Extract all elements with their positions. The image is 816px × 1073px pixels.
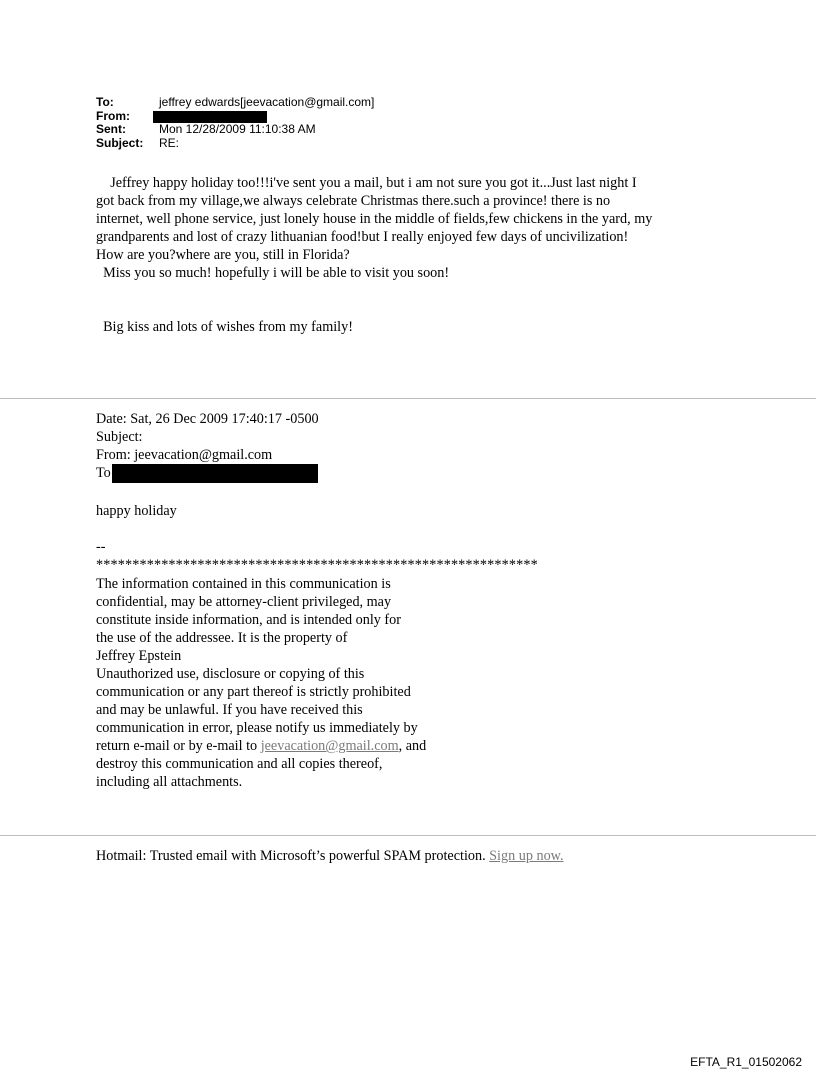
message-closing: Big kiss and lots of wishes from my family! [96, 319, 353, 335]
disclaimer-line: Jeffrey Epstein [96, 648, 182, 664]
to-row [96, 96, 374, 110]
email-link[interactable]: jeevacation@gmail.com [260, 738, 399, 754]
sign-up-link[interactable]: Sign up now. [489, 848, 564, 864]
quoted-date: Date: Sat, 26 Dec 2009 17:40:17 -0500 [96, 411, 319, 427]
from-row [96, 110, 374, 124]
stars-line: ************************************************************* [96, 557, 538, 573]
return-prefix: return e-mail or by e-mail to [96, 738, 261, 754]
hotmail-banner [96, 847, 564, 865]
disclaimer-line: The information contained in this communication is [96, 576, 391, 592]
divider [0, 398, 816, 399]
message-line: internet, well phone service, just lonely house in the middle of fields,few chickens in the yard, my [96, 211, 653, 227]
message-line: Jeffrey happy holiday too!!!i've sent you a mail, but i am not sure you got it...Just last night I [96, 175, 637, 191]
subject-value: RE: [159, 135, 180, 150]
quoted-subject: Subject: [96, 429, 143, 445]
quoted-header [96, 410, 319, 483]
disclaimer-line: destroy this communication and all copies thereof, [96, 756, 383, 772]
quoted-to-label: To [96, 465, 111, 481]
message-line: Miss you so much! hopefully i will be able to visit you soon! [96, 265, 450, 281]
from-label: From: [96, 108, 130, 123]
disclaimer [96, 575, 516, 791]
subject-row [96, 137, 374, 151]
email-header [96, 96, 374, 150]
sig-dashes: -- [96, 539, 106, 555]
subject-label: Subject: [96, 135, 144, 150]
signature-separator [96, 538, 538, 574]
return-suffix: , and [398, 738, 427, 754]
to-label: To: [96, 95, 114, 109]
disclaimer-line: confidential, may be attorney-client privileged, may [96, 594, 392, 610]
message-line: grandparents and lost of crazy lithuanian food!but I really enjoyed few days of uncivilization! [96, 229, 629, 245]
message-body [96, 174, 736, 336]
disclaimer-line: communication or any part thereof is strictly prohibited [96, 684, 411, 700]
message-line: got back from my village,we always celebrate Christmas there.such a province! there is no [96, 193, 611, 209]
to-value: jeffrey edwards[jeevacation@gmail.com] [159, 95, 375, 109]
divider [0, 835, 816, 836]
sent-label: Sent: [96, 122, 126, 136]
document-id: EFTA_R1_01502062 [690, 1055, 802, 1069]
disclaimer-line: communication in error, please notify us immediately by [96, 720, 418, 736]
redaction-bar [153, 111, 267, 123]
quoted-greeting: happy holiday [96, 503, 177, 519]
sent-row [96, 123, 374, 137]
quoted-from: From: jeevacation@gmail.com [96, 447, 273, 463]
message-line: How are you?where are you, still in Florida? [96, 247, 350, 263]
disclaimer-line: and may be unlawful. If you have received this [96, 702, 363, 718]
quoted-to-row [96, 464, 319, 483]
redaction-bar [112, 464, 318, 483]
disclaimer-return-line [96, 737, 516, 755]
disclaimer-line: the use of the addressee. It is the property of [96, 630, 348, 646]
sent-value: Mon 12/28/2009 11:10:38 AM [159, 122, 316, 136]
hotmail-text: Hotmail: Trusted email with Microsoft’s powerful SPAM protection. [96, 848, 490, 864]
disclaimer-line: including all attachments. [96, 774, 243, 790]
disclaimer-line: constitute inside information, and is intended only for [96, 612, 401, 628]
disclaimer-line: Unauthorized use, disclosure or copying of this [96, 666, 365, 682]
